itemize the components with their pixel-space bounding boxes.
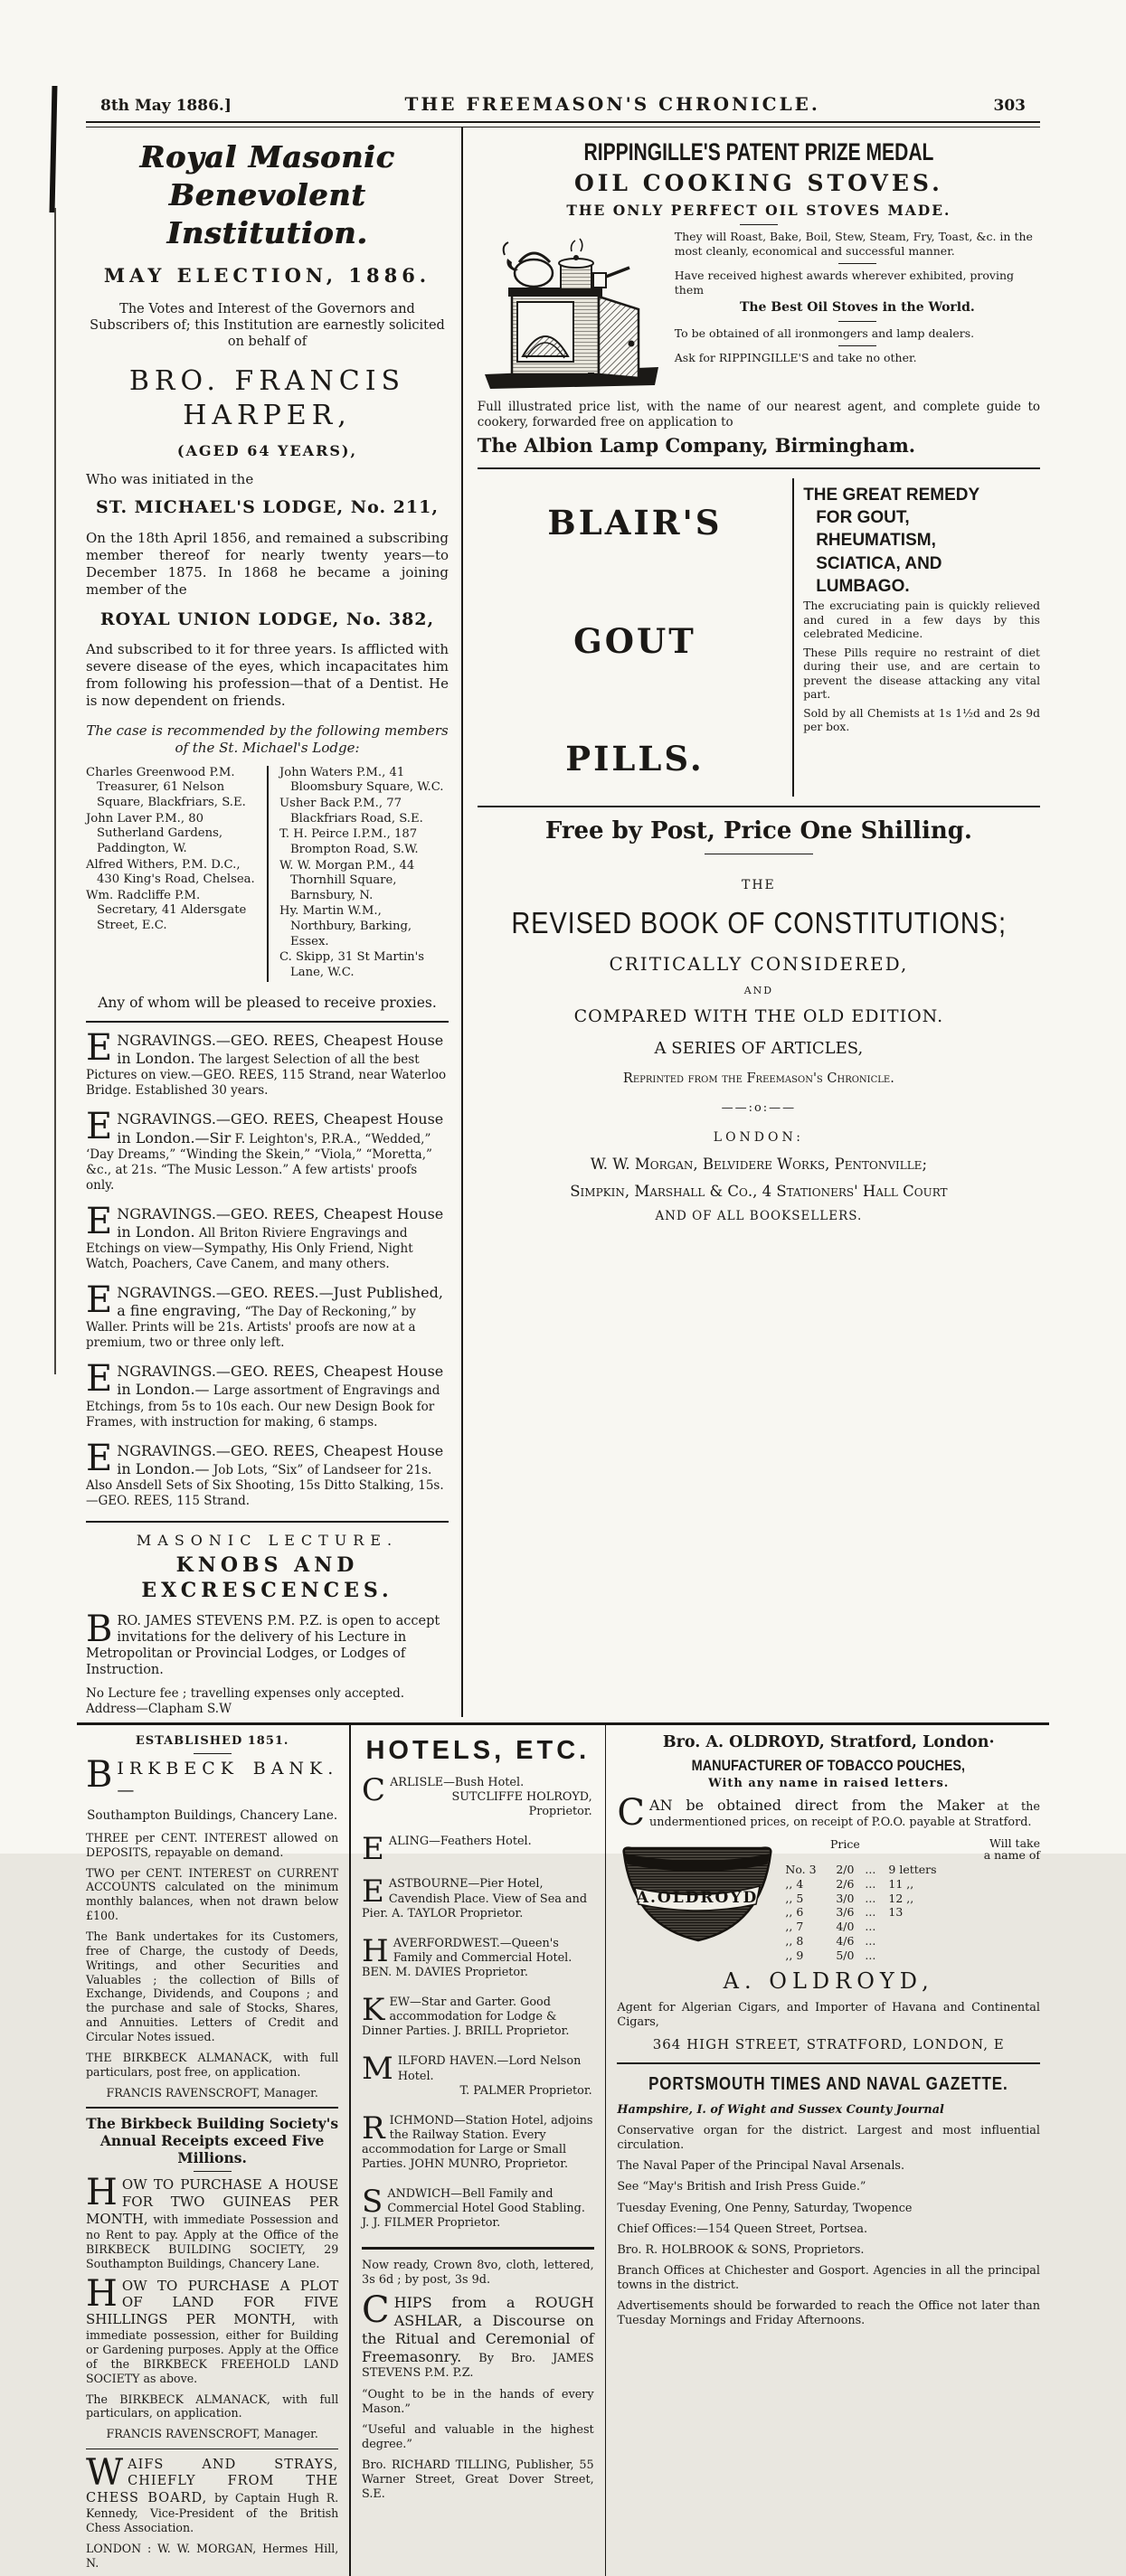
recommender: John Laver P.M., 80 Sutherland Gardens, Paddington, W. — [86, 811, 223, 855]
blairs-remedy-3: RHEUMATISM, — [816, 531, 936, 551]
ornament-divider: ——:o:—— — [721, 1100, 797, 1115]
waifs-ad-rest: by Captain Hugh R. Kennedy, Vice-President of the British Chess Association. — [86, 2490, 339, 2534]
hotel-listing-ealing — [362, 1831, 594, 1868]
drop-cap: B — [86, 1608, 113, 1650]
pouch-and-prices — [617, 1837, 1040, 1963]
oldroyd-address: 364 HIGH STREET, STRATFORD, LONDON, E — [652, 2035, 1005, 2052]
recommender: John Waters P.M., 41 Bloomsbury Square, W.C. — [279, 765, 444, 795]
oldroyd-can-para — [617, 1792, 1040, 1835]
size: ,, 9 — [785, 1948, 804, 1962]
birkbeck-bank-head — [86, 1753, 339, 1802]
oldroyd-manufacturer — [617, 1756, 1040, 1775]
chips-now-ready: Now ready, Crown 8vo, cloth, lettered, 3s 6d ; by post, 3s 9d. — [362, 2258, 594, 2287]
issue-date: 8th May 1886.] — [100, 97, 232, 115]
dots: ... — [865, 1933, 876, 1948]
house-ad-head: OW TO PURCHASE A HOUSE FOR TWO GUINEAS PER MONTH, — [86, 2176, 339, 2228]
mini-rule — [194, 1753, 232, 1754]
ad-headline: NGRAVINGS.—GEO. REES, Cheapest House in London.— — [117, 1363, 444, 1399]
rippingille-p3: To be obtained of all ironmongers and lamp dealers. — [674, 326, 975, 341]
blairs-word-2: GOUT — [573, 620, 696, 661]
hotels-title: HOTELS, ETC. — [365, 1735, 591, 1765]
hotel-text: ALING—Feathers Hotel. — [388, 1835, 532, 1849]
price-table — [778, 1837, 1040, 1963]
ad-body: “The Day of Reckoning,” by Waller. Prints will be 21s. Artists' proofs are now at a premium, two or three only left. — [86, 1305, 416, 1351]
hotel-listing-eastbourne — [362, 1873, 594, 1920]
section-rule — [362, 2247, 594, 2250]
election-heading: MAY ELECTION, 1886. — [103, 264, 431, 288]
recommender: C. Skipp, 31 St Martin's Lane, W.C. — [279, 950, 425, 979]
size: ,, 6 — [785, 1905, 804, 1920]
chips-head: HIPS from a ROUGH ASHLAR, a Discourse on the Ritual and Ceremonial of Freemasonry. — [362, 2293, 594, 2366]
candidate-name: BRO. FRANCIS HARPER, — [128, 365, 406, 432]
book-london: LONDON: — [713, 1130, 804, 1146]
dots: ... — [865, 1920, 876, 1934]
engraving-ad-6 — [86, 1437, 449, 1509]
letters: 12 ,, — [888, 1891, 914, 1905]
recommenders-left — [86, 766, 263, 982]
hotels-column — [351, 1725, 605, 2576]
price-row — [785, 1905, 1040, 1920]
drop-cap: E — [86, 1027, 113, 1070]
price-row — [785, 1877, 1040, 1892]
bank-manager: FRANCIS RAVENSCROFT, Manager. — [106, 2085, 318, 2099]
page-title: THE FREEMASON'S CHRONICLE. — [404, 93, 820, 115]
price: 3/0 — [836, 1891, 855, 1905]
letters-column-label — [865, 1837, 1040, 1863]
lodge-name-2: ROYAL UNION LODGE, No. 382, — [99, 609, 435, 629]
book-publisher-2: Simpkin, Marshall & Co., 4 Stationers' Hall Court — [570, 1182, 948, 1200]
price-row — [785, 1920, 1040, 1934]
letters-label-line2: a name of — [983, 1848, 1040, 1863]
blairs-remedy-1: THE GREAT REMEDY — [803, 485, 980, 505]
drop-cap: M — [362, 2051, 393, 2088]
hotel-proprietor: SUTCLIFFE HOLROYD, Proprietor. — [451, 1790, 592, 1819]
blairs-ad — [478, 478, 1040, 797]
chips-publisher: Bro. RICHARD TILLING, Publisher, 55 Warner Street, Great Dover Street, S.E. — [362, 2458, 594, 2502]
ad-headline: NGRAVINGS.—GEO. REES, Cheapest House in London.— — [117, 1441, 444, 1477]
birkbeck-p3: The Bank undertakes for its Customers, free of Charge, the custody of Deeds, Writings, and other Securities and Valuables ; the collection of Bills of Exchange, Dividends, and Coupons ; and the purchase and sale of Stocks, Shares, and Annuities. Letters of Credit and Circular Notes issued. — [86, 1930, 339, 2044]
recommender: T. H. Peirce I.P.M., 187 Brompton Road, S.W. — [279, 827, 419, 856]
lecture-title: KNOBS AND EXCRESCENCES. — [141, 1553, 393, 1602]
ad-body: Large assortment of Engravings and Etchings, from 5s to 10s each. Our new Design Book for Frames, with instruction for making, 6 stamps. — [86, 1383, 440, 1430]
bottom-section — [86, 1725, 1040, 2576]
masthead-rule — [86, 121, 1040, 127]
blairs-copy — [794, 478, 1040, 797]
recommender: Alfred Withers, P.M. D.C., 430 King's Road, Chelsea. — [86, 857, 255, 887]
drop-cap: H — [362, 1932, 389, 1969]
book-reprint: Reprinted from the Freemason's Chronicle. — [622, 1071, 894, 1086]
hotel-text: ASTBOURNE—Pier Hotel, Cavendish Place. View of Sea and Pier. A. TAYLOR Proprietor. — [362, 1877, 588, 1920]
dots: ... — [865, 1905, 876, 1920]
chips-rest: By Bro. JAMES STEVENS P.M. P.Z. — [362, 2352, 594, 2381]
drop-cap: C — [362, 2288, 390, 2331]
waifs-ad — [86, 2452, 339, 2535]
size: ,, 7 — [785, 1920, 804, 1934]
dots: ... — [865, 1863, 876, 1877]
oldroyd-raised-letters: With any name in raised letters. — [708, 1777, 950, 1791]
scan-fold-line — [54, 208, 56, 1374]
rmbi-title: Royal Masonic Benevolent Institution. — [139, 139, 395, 250]
letters — [888, 1949, 1040, 1963]
section-rule — [478, 467, 1040, 469]
recommenders-divider — [267, 766, 269, 982]
size: No. 3 — [785, 1863, 817, 1877]
top-section — [86, 127, 1040, 1716]
blairs-remedy-2: FOR GOUT, — [816, 508, 910, 528]
plot-ad — [86, 2272, 339, 2386]
dots: ... — [865, 1948, 876, 1962]
building-society-note: The Birkbeck Building Society's Annual Receipts exceed Five Millions. — [86, 2115, 339, 2166]
book-series: A SERIES OF ARTICLES, — [654, 1038, 864, 1058]
recommender: Usher Back P.M., 77 Blackfriars Road, S.E. — [279, 797, 423, 826]
oldroyd-can-head: AN be obtained direct from the Maker — [649, 1797, 985, 1815]
waifs-ad-head: AIFS AND STRAYS, CHIEFLY FROM THE CHESS BOARD, — [86, 2458, 339, 2505]
bank-name: IRKBECK BANK.— — [117, 1758, 339, 1800]
masthead — [86, 0, 1040, 119]
portsmouth-p8: Advertisements should be forwarded to reach the Office not later than Tuesday Mornings and Friday Afternoons. — [617, 2299, 1040, 2328]
engraving-ad-4 — [86, 1279, 449, 1351]
hotel-listing-sandwich — [362, 2184, 594, 2231]
blairs-words — [478, 478, 792, 797]
drop-cap: C — [362, 1772, 386, 1809]
blairs-p2: These Pills require no restraint of diet during their use, and are certain to prevent the disease attacking any vital part. — [803, 646, 1040, 702]
drop-cap: E — [86, 1200, 113, 1242]
letters — [888, 1934, 1040, 1949]
tobacco-pouch-illustration — [617, 1837, 778, 1948]
price-row — [785, 1934, 1040, 1949]
drop-cap: E — [362, 1873, 384, 1911]
rippingille-p4: Ask for RIPPINGILLE'S and take no other. — [674, 350, 917, 364]
dots: ... — [865, 1891, 876, 1905]
book-publisher-1: W. W. Morgan, Belvidere Works, Pentonville; — [590, 1155, 928, 1173]
oldroyd-header: Bro. A. OLDROYD, Stratford, London· — [662, 1732, 995, 1751]
chips-quote-1: “Ought to be in the hands of every Mason.” — [362, 2387, 594, 2416]
mini-rule — [194, 2171, 232, 2172]
recommender: W. W. Morgan P.M., 44 Thornhill Square, Barnsbury, N. — [279, 858, 415, 902]
house-ad-rest: with immediate Possession and no Rent to pay. Apply at the Office of the BIRKBECK BUILDING SOCIETY, 29 Southampton Buildings, Chancery Lane. — [86, 2213, 339, 2270]
lodge-para-1: On the 18th April 1856, and remained a subscribing member thereof for nearly twenty years—to December 1875. In 1868 he became a joining member of the — [86, 529, 449, 598]
drop-cap: E — [86, 1437, 113, 1479]
book-the: THE — [741, 877, 776, 892]
section-rule — [617, 2062, 1040, 2064]
initiated-line: Who was initiated in the — [86, 471, 254, 488]
drop-cap: K — [362, 1992, 385, 2029]
ad-headline: NGRAVINGS.—GEO. REES, Cheapest House in London.—Sir — [117, 1110, 444, 1146]
size: ,, 8 — [785, 1933, 804, 1948]
birkbeck-p4: THE BIRKBECK ALMANACK, with full particulars, post free, on application. — [86, 2050, 339, 2079]
drop-cap: R — [362, 2109, 385, 2147]
wavy-rule — [86, 2107, 338, 2109]
price: 3/6 — [836, 1905, 855, 1920]
letters: 11 ,, — [888, 1876, 914, 1891]
blairs-p1: The excruciating pain is quickly relieved and cured in a few days by this celebrated Medicine. — [803, 599, 1040, 641]
letters: 13 — [888, 1905, 904, 1920]
ad-headline: NGRAVINGS.—GEO. REES, Cheapest House in London. — [117, 1032, 444, 1068]
portsmouth-offices: Chief Offices:—154 Queen Street, Portsea. — [617, 2222, 868, 2236]
mini-rule — [838, 321, 876, 322]
established-line: ESTABLISHED 1851. — [135, 1733, 289, 1748]
letters-label-line1: Will take — [989, 1835, 1040, 1850]
ad-body: All Briton Riviere Engravings and Etchings on view—Sympathy, His Only Friend, Night Watch, Poachers, Cave Canem, and many others. — [86, 1225, 413, 1272]
section-rule — [86, 1521, 449, 1523]
birkbeck-p2: TWO per CENT. INTEREST on CURRENT ACCOUNTS calculated on the minimum monthly balances, when not drawn below £100. — [86, 1865, 339, 1923]
hotel-text: ICHMOND—Station Hotel, adjoins the Railway Station. Every accommodation for Large or Small Parties. JOHN MUNRO, Proprietor. — [362, 2113, 593, 2172]
mini-rule — [838, 263, 876, 264]
waifs-publisher: LONDON : W. W. MORGAN, Hermes Hill, N. — [86, 2541, 339, 2570]
blairs-word-3: PILLS. — [565, 739, 705, 779]
mini-rule — [838, 345, 876, 346]
price: 2/6 — [836, 1876, 855, 1891]
blairs-p3: Sold by all Chemists at 1s 1½d and 2s 9d per box. — [803, 706, 1040, 734]
hotel-text: EW—Star and Garter. Good accommodation for Lodge & Dinner Parties. J. BRILL Proprietor. — [362, 1996, 570, 2039]
oldroyd-manufacturer-text: MANUFACTURER OF TOBACCO POUCHES, — [692, 1756, 966, 1774]
blairs-remedy-5: LUMBAGO. — [816, 576, 910, 596]
page-number: 303 — [993, 97, 1026, 115]
portsmouth-p4: Tuesday Evening, One Penny, Saturday, Twopence — [617, 2201, 913, 2215]
plot-ad-rest: with immediate possession, either for Building or Gardening purposes. Apply at the Office of the BIRKBECK FREEHOLD LAND SOCIETY as above. — [86, 2313, 339, 2385]
house-ad — [86, 2172, 339, 2270]
price: 4/0 — [836, 1920, 855, 1934]
engraving-ad-5 — [86, 1358, 449, 1430]
blairs-remedy-4: SCIATICA, AND — [816, 553, 942, 573]
section-rule — [478, 806, 1040, 807]
portsmouth-p3: See “May's British and Irish Press Guide.” — [617, 2180, 866, 2194]
oldroyd-agent: Agent for Algerian Cigars, and Importer of Havana and Continental Cigars, — [617, 2000, 1040, 2029]
size: ,, 5 — [785, 1891, 804, 1905]
oldroyd-can-rest: at the undermentioned prices, on receipt of P.O.O. payable at Stratford. — [649, 1800, 1040, 1829]
drop-cap: E — [86, 1358, 113, 1401]
price: 5/0 — [836, 1948, 855, 1962]
ad-body: F. Leighton's, P.R.A., “Wedded,” ‘Day Dreams,” “Winding the Skein,” “Viola,” “Moretta,” &c., at 21s. “The Music Lesson.” A few artists' proofs only. — [86, 1131, 432, 1193]
drop-cap: H — [86, 2272, 118, 2315]
hotel-proprietor: T. PALMER Proprietor. — [459, 2083, 592, 2098]
candidate-age: (AGED 64 YEARS), — [176, 441, 358, 459]
drop-cap: E — [86, 1279, 113, 1322]
book-publisher-3: AND OF ALL BOOKSELLERS. — [655, 1209, 863, 1224]
proxies-line: Any of whom will be pleased to receive proxies. — [98, 994, 437, 1011]
price: 4/6 — [836, 1933, 855, 1948]
drop-cap: E — [86, 1106, 113, 1148]
bank-manager-2: FRANCIS RAVENSCROFT, Manager. — [106, 2427, 318, 2441]
recommenders-right — [272, 766, 449, 982]
book-title — [478, 904, 1040, 942]
ad-body: The largest Selection of all the best Pictures on view.—GEO. REES, 115 Strand, near Waterloo Bridge. Established 30 years. — [86, 1052, 447, 1099]
rippingille-side-text — [666, 230, 1040, 394]
price-column-label: Price — [830, 1836, 860, 1851]
rippingille-slogan: THE ONLY PERFECT OIL STOVES MADE. — [566, 201, 951, 219]
hotel-listing-milford — [362, 2051, 594, 2098]
oldroyd-column — [606, 1725, 1040, 2576]
lecture-heading: MASONIC LECTURE. — [136, 1531, 399, 1549]
book-and: AND — [743, 985, 774, 997]
recommender: Charles Greenwood P.M. Treasurer, 61 Nelson Square, Blackfriars, S.E. — [86, 765, 246, 810]
recommender: Wm. Radcliffe P.M. Secretary, 41 Aldersgate Street, E.C. — [86, 888, 247, 933]
rippingille-p2: Have received highest awards wherever exhibited, proving them — [674, 268, 1015, 297]
hotel-listing-carlisle — [362, 1772, 594, 1819]
ad-headline: NGRAVINGS.—GEO. REES.—Just Published, a fine engraving, — [117, 1284, 443, 1320]
hotel-text: AVERFORDWEST.—Queen's Family and Commercial Hotel. BEN. M. DAVIES Proprietor. — [362, 1936, 572, 1980]
portsmouth-title-text: PORTSMOUTH TIMES AND NAVAL GAZETTE. — [648, 2073, 1008, 2094]
chips-quote-2: “Useful and valuable in the highest degree.” — [362, 2422, 594, 2451]
hotel-listing-richmond — [362, 2109, 594, 2172]
price: 2/0 — [836, 1863, 855, 1877]
pouch-label: A.OLDROYD — [637, 1888, 759, 1907]
dots: ... — [865, 1876, 876, 1891]
engraving-ad-1 — [86, 1027, 449, 1099]
price-row — [785, 1863, 1040, 1877]
lodge-para-2: And subscribed to it for three years. Is afflicted with severe disease of the eyes, which incapacitates him from following his profession—that of a Dentist. He is now dependent on friends. — [86, 641, 449, 710]
section-rule — [86, 1021, 449, 1023]
plot-ad-head: OW TO PURCHASE A PLOT OF LAND FOR FIVE SHILLINGS PER MONTH, — [86, 2277, 339, 2328]
drop-cap: B — [86, 1753, 113, 1796]
blairs-word-1: BLAIR'S — [547, 502, 723, 543]
hotel-listing-haverfordwest — [362, 1932, 594, 1980]
letters: 9 letters — [888, 1863, 937, 1877]
birkbeck-p5: The BIRKBECK ALMANACK, with full particulars, on application. — [86, 2392, 339, 2420]
book-free-line: Free by Post, Price One Shilling. — [544, 816, 972, 845]
portsmouth-title — [617, 2073, 1040, 2096]
lecture-fee: No Lecture fee ; travelling expenses only accepted. Address—Clapham S.W — [86, 1685, 405, 1716]
mini-rule — [740, 224, 778, 225]
book-sub2: COMPARED WITH THE OLD EDITION. — [573, 1005, 944, 1026]
portsmouth-proprietors: Bro. R. HOLBROOK & SONS, Proprietors. — [617, 2242, 865, 2257]
drop-cap: H — [86, 2172, 118, 2214]
lodge-name-1: ST. MICHAEL'S LODGE, No. 211, — [96, 497, 439, 518]
right-column — [463, 127, 1040, 1716]
hotel-text: ILFORD HAVEN.—Lord Nelson Hotel. — [397, 2054, 582, 2083]
rippingille-title-text: RIPPINGILLE'S PATENT PRIZE MEDAL — [583, 138, 934, 166]
portsmouth-p7: Branch Offices at Chichester and Gosport. Agencies in all the principal towns in the district. — [617, 2263, 1040, 2292]
drop-cap: W — [86, 2452, 124, 2495]
drop-cap: S — [362, 2184, 383, 2221]
bank-address: Southampton Buildings, Chancery Lane. — [87, 1807, 338, 1823]
recommenders — [86, 766, 449, 982]
rippingille-title — [478, 137, 1040, 167]
book-sub1: CRITICALLY CONSIDERED, — [609, 952, 909, 975]
hotel-text: ARLISLE—Bush Hotel. — [390, 1776, 525, 1790]
engraving-ad-2 — [86, 1106, 449, 1193]
recommender: Hy. Martin W.M., Northbury, Barking, Essex. — [279, 904, 412, 948]
birkbeck-p1: THREE per CENT. INTEREST allowed on DEPOSITS, repayable on demand. — [86, 1830, 339, 1859]
size: ,, 4 — [785, 1876, 804, 1891]
portsmouth-p1: Conservative organ for the district. Largest and most influential circulation. — [617, 2124, 1040, 2153]
letters — [888, 1920, 1040, 1934]
hotel-listing-kew — [362, 1992, 594, 2039]
election-intro: The Votes and Interest of the Governors and Subscribers of; this Institution are earnestly solicited on behalf of — [90, 301, 445, 350]
rippingille-body — [478, 230, 1040, 394]
oil-stove-illustration — [478, 230, 666, 394]
price-row — [785, 1949, 1040, 1963]
engraving-ad-3 — [86, 1200, 449, 1272]
book-title-text: REVISED BOOK OF CONSTITUTIONS; — [511, 906, 1007, 940]
albion-lamp-company: The Albion Lamp Company, Birmingham. — [477, 434, 916, 458]
lecture-body — [86, 1608, 449, 1679]
rippingille-subtitle: OIL COOKING STOVES. — [573, 170, 943, 197]
portsmouth-p2: The Naval Paper of the Principal Naval Arsenals. — [617, 2159, 905, 2174]
rippingille-price-para: Full illustrated price list, with the name of our nearest agent, and complete guide to cookery, forwarded free on application to — [477, 400, 1040, 430]
ad-body: Job Lots, “Six” of Landseer for 21s. Also Ansdell Sets of Six Shooting, 15s Ditto Stalking, 15s.—GEO. REES, 115 Strand. — [86, 1462, 444, 1508]
lecture-text: RO. JAMES STEVENS P.M. P.Z. is open to accept invitations for the delivery of his Lecture in Metropolitan or Provincial Lodges, or Lodges of Instruction. — [86, 1613, 440, 1678]
chips-ad — [362, 2288, 594, 2382]
price-table-header — [785, 1837, 1040, 1863]
drop-cap: E — [362, 1831, 384, 1868]
drop-cap: C — [617, 1792, 646, 1835]
scan-ink-artifact — [50, 86, 58, 212]
ad-headline: NGRAVINGS.—GEO. REES, Cheapest House in London. — [117, 1204, 444, 1241]
oldroyd-name: A. OLDROYD, — [723, 1968, 934, 1995]
portsmouth-journal: Hampshire, I. of Wight and Sussex County Journal — [617, 2102, 944, 2117]
price-row — [785, 1892, 1040, 1906]
case-recommendation-intro: The case is recommended by the following members of the St. Michael's Lodge: — [86, 722, 449, 756]
birkbeck-column — [86, 1725, 349, 2576]
hotel-text: ANDWICH—Bell Family and Commercial Hotel Good Stabling. J. J. FILMER Proprietor. — [362, 2187, 585, 2231]
left-column — [86, 127, 461, 1716]
rippingille-p1: They will Roast, Bake, Boil, Stew, Steam, Fry, Toast, &c. in the most cleanly, economical and successful manner. — [674, 230, 1033, 259]
rippingille-best-line: The Best Oil Stoves in the World. — [739, 300, 975, 316]
